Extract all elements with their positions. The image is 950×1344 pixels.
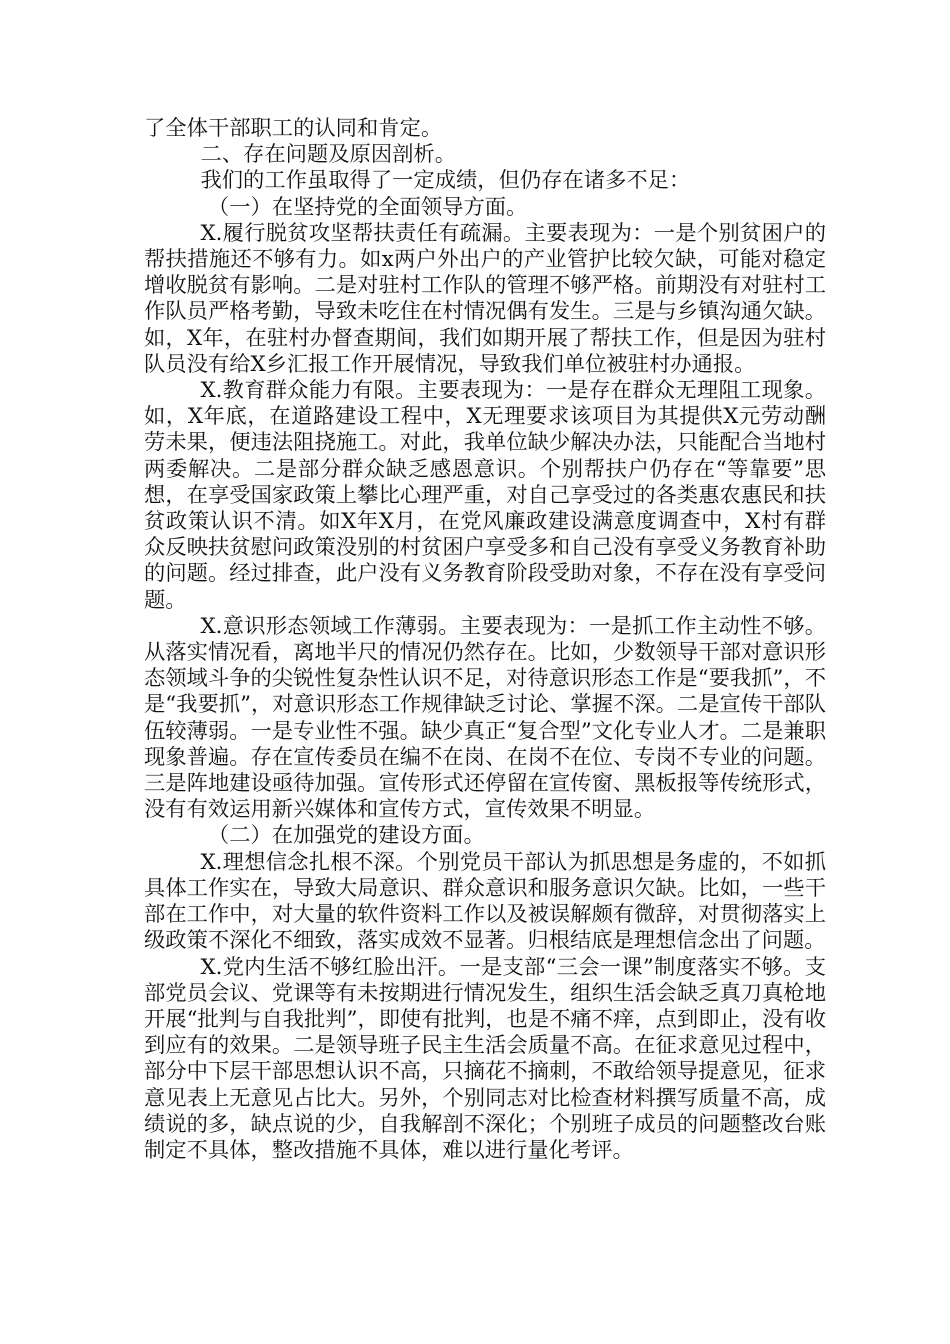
paragraph-poverty-alleviation: X.履行脱贫攻坚帮扶责任有疏漏。主要表现为：一是个别贫困户的帮扶措施还不够有力。如x两户外出户的产业管护比较欠缺，可能对稳定增收脱贫有影响。二是对驻村工作队的管理不够严格。前期没有对驻村工作队员严格考勤，导致未吃住在村情况偶有发生。三是与乡镇沟通欠缺。如，X年，在驻村办督查期间，我们如期开展了帮扶工作，但是因为驻村队员没有给X乡汇报工作开展情况，导致我们单位被驻村办通报。 <box>144 220 826 377</box>
paragraph-continuation: 了全体干部职工的认同和肯定。 <box>144 116 443 141</box>
subsection-heading-party-building: （二）在加强党的建设方面。 <box>207 823 485 849</box>
paragraph-party-life: X.党内生活不够红脸出汗。一是支部“三会一课”制度落实不够。支部党员会议、党课等有未按期进行情况发生，组织生活会缺乏真刀真枪地开展“批判与自我批判”，即使有批判，也是不痛不痒，点到即止，没有收到应有的效果。二是领导班子民主生活会质量不高。在征求意见过程中，部分中下层干部思想认识不高，只摘花不摘刺，不敢给领导提意见，征求意见表上无意见占比大。另外，个别同志对比检查材料撰写质量不高，成绩说的多，缺点说的少，自我解剖不深化；个别班子成员的问题整改台账制定不具体，整改措施不具体，难以进行量化考评。 <box>144 954 826 1163</box>
section-heading-problems: 二、存在问题及原因剖析。 <box>200 142 457 168</box>
subsection-heading-leadership: （一）在坚持党的全面领导方面。 <box>207 194 528 220</box>
document-page <box>144 116 826 1164</box>
paragraph-education: X.教育群众能力有限。主要表现为：一是存在群众无理阻工现象。如，X年底，在道路建设工程中，X无理要求该项目为其提供X元劳动酬劳未果，便违法阻挠施工。对此，我单位缺少解决办法，只能配合当地村两委解决。二是部分群众缺乏感恩意识。个别帮扶户仍存在“等靠要”思想，在享受国家政策上攀比心理严重，对自己享受过的各类惠农惠民和扶贫政策认识不清。如X年X月，在党风廉政建设满意度调查中，X村有群众反映扶贫慰问政策没别的村贫困户享受多和自己没有享受义务教育补助的问题。经过排查，此户没有义务教育阶段受助对象，不存在没有享受问题。 <box>144 378 826 613</box>
paragraph-intro: 我们的工作虽取得了一定成绩，但仍存在诸多不足： <box>200 168 691 194</box>
paragraph-ideology: X.意识形态领域工作薄弱。主要表现为：一是抓工作主动性不够。从落实情况看，离地半尺的情况仍然存在。比如，少数领导干部对意识形态领域斗争的尖锐性复杂性认识不足，对待意识形态工作是“要我抓”，不是“我要抓”，对意识形态工作规律缺乏讨论、掌握不深。二是宣传干部队伍较薄弱。一是专业性不强。缺少真正“复合型”文化专业人才。二是兼职现象普遍。存在宣传委员在编不在岗、在岗不在位、专岗不专业的问题。三是阵地建设亟待加强。宣传形式还停留在宣传窗、黑板报等传统形式，没有有效运用新兴媒体和宣传方式，宣传效果不明显。 <box>144 613 826 823</box>
paragraph-ideals-beliefs: X.理想信念扎根不深。个别党员干部认为抓思想是务虚的，不如抓具体工作实在，导致大局意识、群众意识和服务意识欠缺。比如，一些干部在工作中，对大量的软件资料工作以及被误解颇有微辞，对贯彻落实上级政策不深化不细致，落实成效不显著。归根结底是理想信念出了问题。 <box>144 849 826 954</box>
